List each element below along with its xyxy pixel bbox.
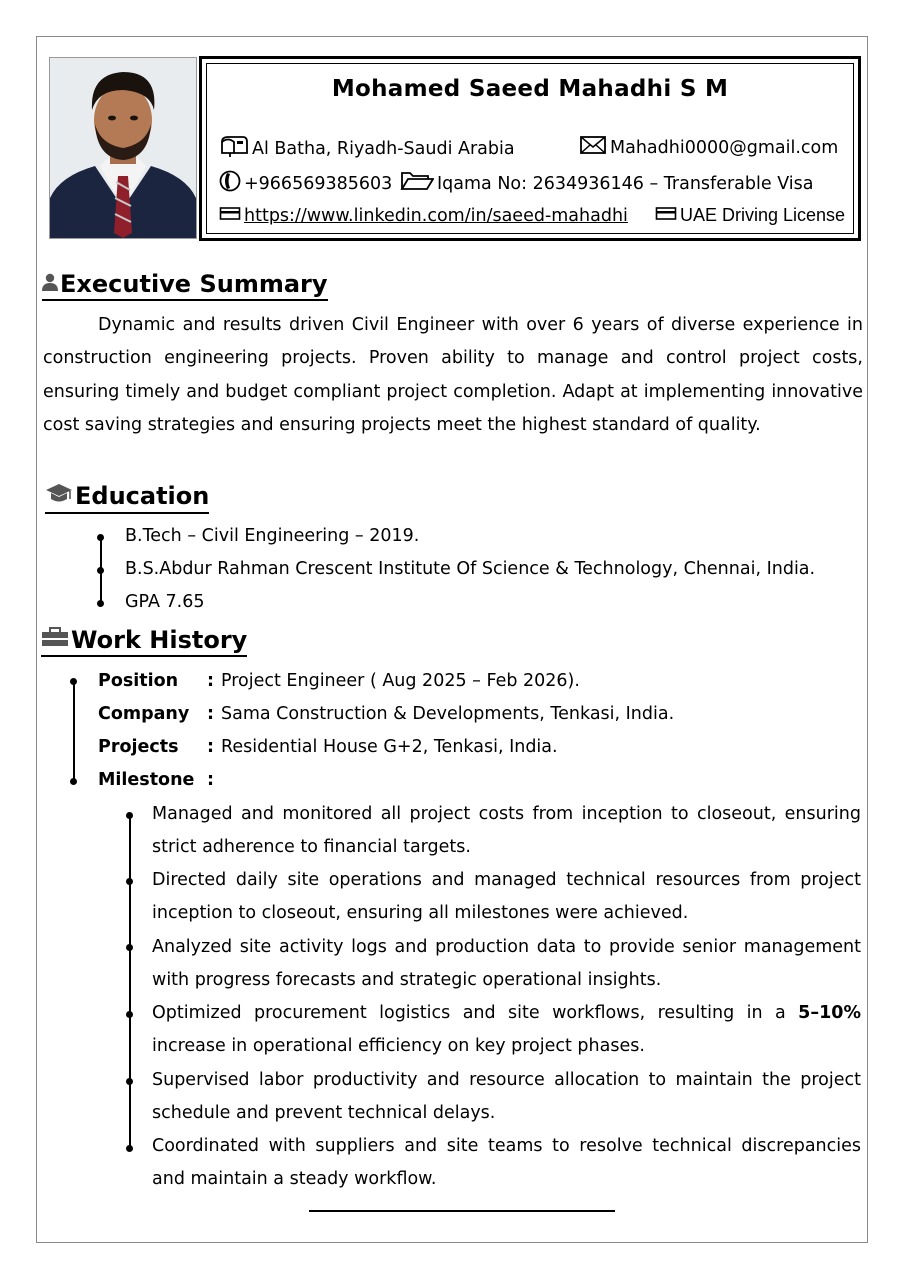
card-icon <box>219 205 244 226</box>
milestone-item: Supervised labor productivity and resource allocation to maintain the project schedule and prevent technical delays. <box>152 1070 861 1124</box>
section-title-work <box>41 626 247 657</box>
candidate-name: Mohamed Saeed Mahadhi S M <box>331 76 729 102</box>
summary-paragraph: Dynamic and results driven Civil Engineer with over 6 years of diverse experience in construction engineering projects. Proven ability to manage and control project costs, ensuring timely and budget compliant project completion. Adapt at implementing innovative cost saving strategies and ensuring projects meet the highest standard of quality. <box>43 315 863 435</box>
section-title-summary <box>42 270 328 301</box>
position-value: Project Engineer ( Aug 2025 – Feb 2026). <box>221 671 580 691</box>
person-icon <box>42 270 60 298</box>
envelope-icon <box>579 134 610 161</box>
email-line <box>579 134 838 161</box>
projects-value: Residential House G+2, Tenkasi, India. <box>221 737 558 757</box>
colon: : <box>207 770 214 790</box>
milestone-item: Directed daily site operations and managed technical resources from project inception to closeout, ensuring all milestones were achieved. <box>152 870 861 924</box>
education-item: B.S.Abdur Rahman Crescent Institute Of Science & Technology, Chennai, India. <box>125 559 816 579</box>
milestone-bullet <box>126 878 133 885</box>
milestone-item: Analyzed site activity logs and production data to provide senior management with progress forecasts and strategic operational insights. <box>152 937 861 991</box>
folder-icon <box>400 169 437 198</box>
colon: : <box>207 737 214 757</box>
company-value: Sama Construction & Developments, Tenkasi, India. <box>221 704 675 724</box>
iqama-text: Iqama No: 2634936146 – Transferable Visa <box>437 173 814 194</box>
milestone-label: Milestone <box>98 770 195 790</box>
header-box <box>199 56 861 241</box>
footer-divider <box>309 1210 615 1212</box>
section-title-education <box>45 481 209 514</box>
milestone-bullet <box>126 1011 133 1018</box>
colon: : <box>207 704 214 724</box>
mailbox-icon <box>219 134 252 163</box>
milestone-bullet <box>126 812 133 819</box>
linkedin-link[interactable]: https://www.linkedin.com/in/saeed-mahadhi <box>244 205 628 226</box>
address-line <box>219 134 515 163</box>
phone-line <box>219 169 392 198</box>
work-timeline <box>73 681 75 782</box>
work-heading: Work History <box>71 626 248 654</box>
company-label: Company <box>98 704 190 724</box>
email-text[interactable]: Mahadhi0000@gmail.com <box>610 137 839 158</box>
license-line <box>655 205 845 226</box>
education-item: GPA 7.65 <box>125 592 205 612</box>
card-icon <box>655 205 680 226</box>
education-bullet <box>97 567 104 574</box>
milestone-timeline <box>129 815 131 1148</box>
projects-label: Projects <box>98 737 179 757</box>
phone-text[interactable]: +966569385603 <box>244 173 393 194</box>
education-heading: Education <box>75 482 210 510</box>
milestone-item: Coordinated with suppliers and site teams to resolve technical discrepancies and maintain a steady workflow. <box>152 1136 861 1190</box>
milestone-item: Managed and monitored all project costs from inception to closeout, ensuring strict adherence to financial targets. <box>152 804 861 858</box>
phone-icon <box>219 169 244 198</box>
education-bullet <box>97 600 104 607</box>
address-text: Al Batha, Riyadh-Saudi Arabia <box>252 138 515 159</box>
milestone-text: increase in operational efficiency on key project phases. <box>152 1036 645 1057</box>
education-bullet <box>97 534 104 541</box>
position-label: Position <box>98 671 179 691</box>
iqama-line <box>400 169 813 198</box>
summary-heading: Executive Summary <box>60 270 328 298</box>
license-text: UAE Driving License <box>680 205 846 225</box>
colon: : <box>207 671 214 691</box>
briefcase-icon <box>41 626 71 654</box>
work-bullet <box>70 778 77 785</box>
milestone-text: Optimized procurement logistics and site workflows, resulting in a <box>152 1003 799 1023</box>
milestone-bullet <box>126 1145 133 1152</box>
work-bullet <box>70 678 77 685</box>
education-item: B.Tech – Civil Engineering – 2019. <box>125 526 420 546</box>
milestone-item <box>152 997 861 1064</box>
linkedin-line <box>219 205 628 226</box>
profile-photo <box>49 57 197 239</box>
milestone-bullet <box>126 1078 133 1085</box>
milestone-highlight: 5–10% <box>798 1003 861 1023</box>
graduation-cap-icon <box>45 481 75 511</box>
milestone-bullet <box>126 944 133 951</box>
header-inner-border <box>206 63 854 234</box>
